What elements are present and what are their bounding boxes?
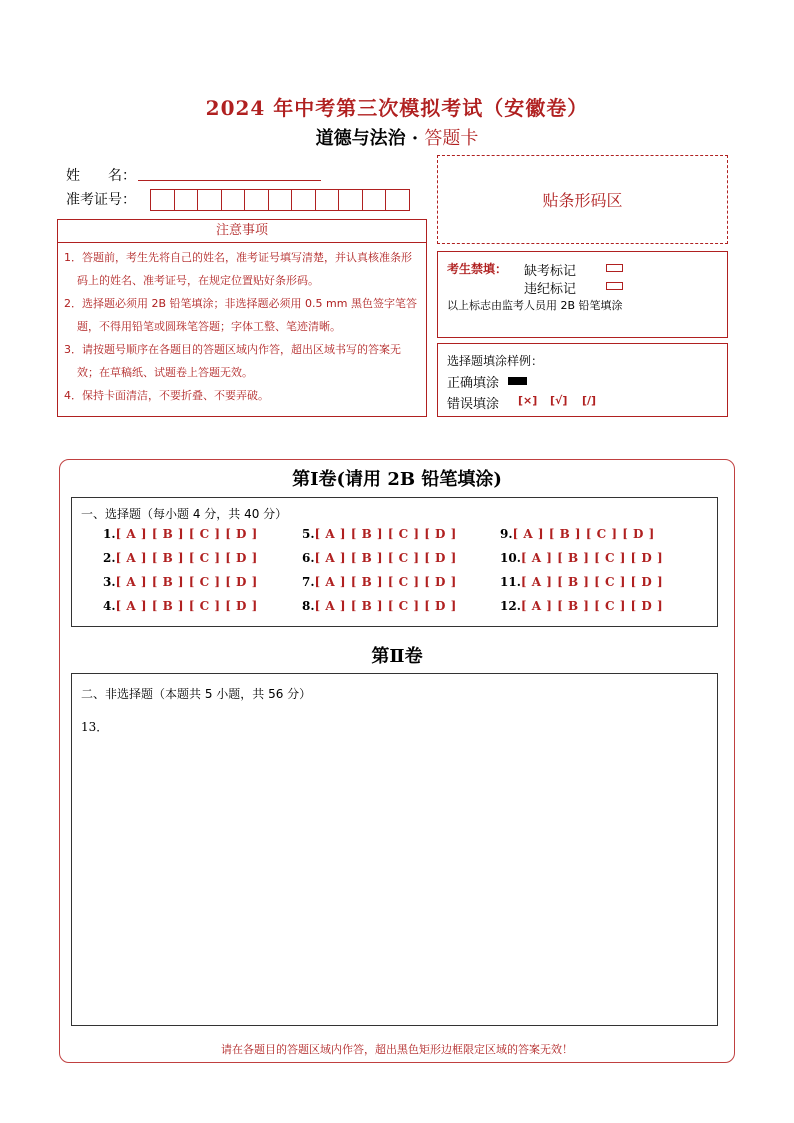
answer-options[interactable]: [ A ] [ B ] [ C ] [ D ] (115, 551, 258, 565)
absent-mark-box[interactable] (606, 264, 623, 272)
violation-label: 违纪标记 (524, 282, 577, 297)
notice-item: 2．选择题必须用 2B 铅笔填涂；非选择题必须用 0.5 mm 黑色签字笔答题，不得用铅笔或圆珠笔答题；字体工整、笔迹清晰。 (64, 297, 417, 333)
answer-options[interactable]: [ A ] [ B ] [ C ] [ D ] (314, 599, 457, 613)
id-digit-box[interactable] (385, 189, 410, 211)
mc-question-11[interactable] (500, 575, 663, 589)
mc-question-7[interactable] (302, 575, 457, 589)
fill-sample-box (437, 343, 728, 417)
question-number: 2. (103, 551, 116, 565)
question-number: 5. (302, 527, 315, 541)
mc-question-3[interactable] (103, 575, 258, 589)
mc-question-10[interactable] (500, 551, 663, 565)
answer-options[interactable]: [ A ] [ B ] [ C ] [ D ] (115, 527, 258, 541)
answer-options[interactable]: [ A ] [ B ] [ C ] [ D ] (520, 599, 664, 613)
mc-question-12[interactable] (500, 599, 663, 613)
question-number: 7. (302, 575, 315, 589)
id-digit-box[interactable] (221, 189, 246, 211)
violation-mark-box[interactable] (606, 282, 623, 290)
wrong-mark-x: [×] (518, 394, 538, 407)
subject-title (0, 124, 794, 150)
answer-options[interactable]: [ A ] [ B ] [ C ] [ D ] (314, 527, 457, 541)
correct-fill-mark (508, 377, 527, 385)
answer-options[interactable]: [ A ] [ B ] [ C ] [ D ] (314, 575, 457, 589)
wrong-mark-slash: [/] (582, 394, 597, 407)
part2-title: 第Ⅱ卷 (371, 646, 423, 667)
answer-options[interactable]: [ A ] [ B ] [ C ] [ D ] (115, 575, 258, 589)
absent-label: 缺考标记 (524, 264, 577, 279)
name-label: 姓 名： (66, 168, 136, 184)
wrong-mark-check: [√] (550, 394, 568, 407)
footer-warning: 请在各题目的答题区域内作答，超出黑色矩形边框限定区域的答案无效！ (221, 1043, 573, 1056)
question-number: 10. (500, 551, 521, 565)
mc-question-2[interactable] (103, 551, 258, 565)
question-number: 3. (103, 575, 116, 589)
separator-dot: · (411, 128, 419, 149)
answer-options[interactable]: [ A ] [ B ] [ C ] [ D ] (520, 575, 664, 589)
sample-title: 选择题填涂样例： (447, 354, 544, 368)
id-digit-box[interactable] (150, 189, 175, 211)
part1-title: 第Ⅰ卷(请用 2B 铅笔填涂) (292, 469, 502, 490)
id-digit-box[interactable] (315, 189, 340, 211)
barcode-area (437, 155, 728, 244)
id-digit-box[interactable] (291, 189, 316, 211)
notice-item: 3．请按题号顺序在各题目的答题区域内作答，超出区域书写的答案无效；在草稿纸、试题卷上答题无效。 (64, 343, 401, 379)
barcode-label: 贴条形码区 (542, 191, 623, 210)
mc-question-8[interactable] (302, 599, 457, 613)
essay-answer-box[interactable] (71, 673, 718, 1026)
question-number: 9. (500, 527, 513, 541)
question-number: 12. (500, 599, 521, 613)
mc-question-9[interactable] (500, 527, 655, 541)
answer-options[interactable]: [ A ] [ B ] [ C ] [ D ] (520, 551, 664, 565)
question-13-label: 13． (81, 720, 109, 734)
id-digit-box[interactable] (362, 189, 387, 211)
name-field[interactable] (138, 180, 321, 181)
mc-question-4[interactable] (103, 599, 258, 613)
subject-name: 道德与法治 (315, 128, 406, 149)
question-number: 1. (103, 527, 116, 541)
notice-box (57, 243, 427, 417)
notice-title: 注意事项 (57, 219, 427, 243)
answer-options[interactable]: [ A ] [ B ] [ C ] [ D ] (512, 527, 655, 541)
card-label: 答题卡 (424, 128, 479, 149)
question-number: 8. (302, 599, 315, 613)
proctor-label: 考生禁填： (447, 262, 508, 276)
id-digit-box[interactable] (268, 189, 293, 211)
id-digit-box[interactable] (197, 189, 222, 211)
answer-options[interactable]: [ A ] [ B ] [ C ] [ D ] (115, 599, 258, 613)
wrong-label: 错误填涂 (447, 397, 500, 412)
mc-question-1[interactable] (103, 527, 258, 541)
proctor-box (437, 251, 728, 338)
exam-id-label: 准考证号： (66, 192, 136, 208)
multiple-choice-box (71, 497, 718, 627)
exam-id-boxes[interactable] (151, 189, 410, 211)
mc-question-5[interactable] (302, 527, 457, 541)
notice-item: 1．答题前，考生先将自己的姓名，准考证号填写清楚，并认真核准条形码上的姓名、准考证号，在规定位置贴好条形码。 (64, 251, 412, 287)
notice-item: 4．保持卡面清洁，不要折叠、不要弄破。 (64, 389, 269, 402)
essay-section-title: 二、非选择题（本题共 5 小题，共 56 分） (81, 687, 312, 701)
question-number: 4. (103, 599, 116, 613)
id-digit-box[interactable] (244, 189, 269, 211)
mc-question-6[interactable] (302, 551, 457, 565)
proctor-note: 以上标志由监考人员用 2B 铅笔填涂 (447, 299, 623, 312)
answer-options[interactable]: [ A ] [ B ] [ C ] [ D ] (314, 551, 457, 565)
correct-label: 正确填涂 (447, 376, 500, 391)
mc-section-title: 一、选择题（每小题 4 分，共 40 分） (81, 507, 288, 521)
exam-title: 2024 年中考第三次模拟考试（安徽卷） (205, 96, 589, 120)
id-digit-box[interactable] (174, 189, 199, 211)
question-number: 11. (500, 575, 521, 589)
question-number: 6. (302, 551, 315, 565)
id-digit-box[interactable] (338, 189, 363, 211)
